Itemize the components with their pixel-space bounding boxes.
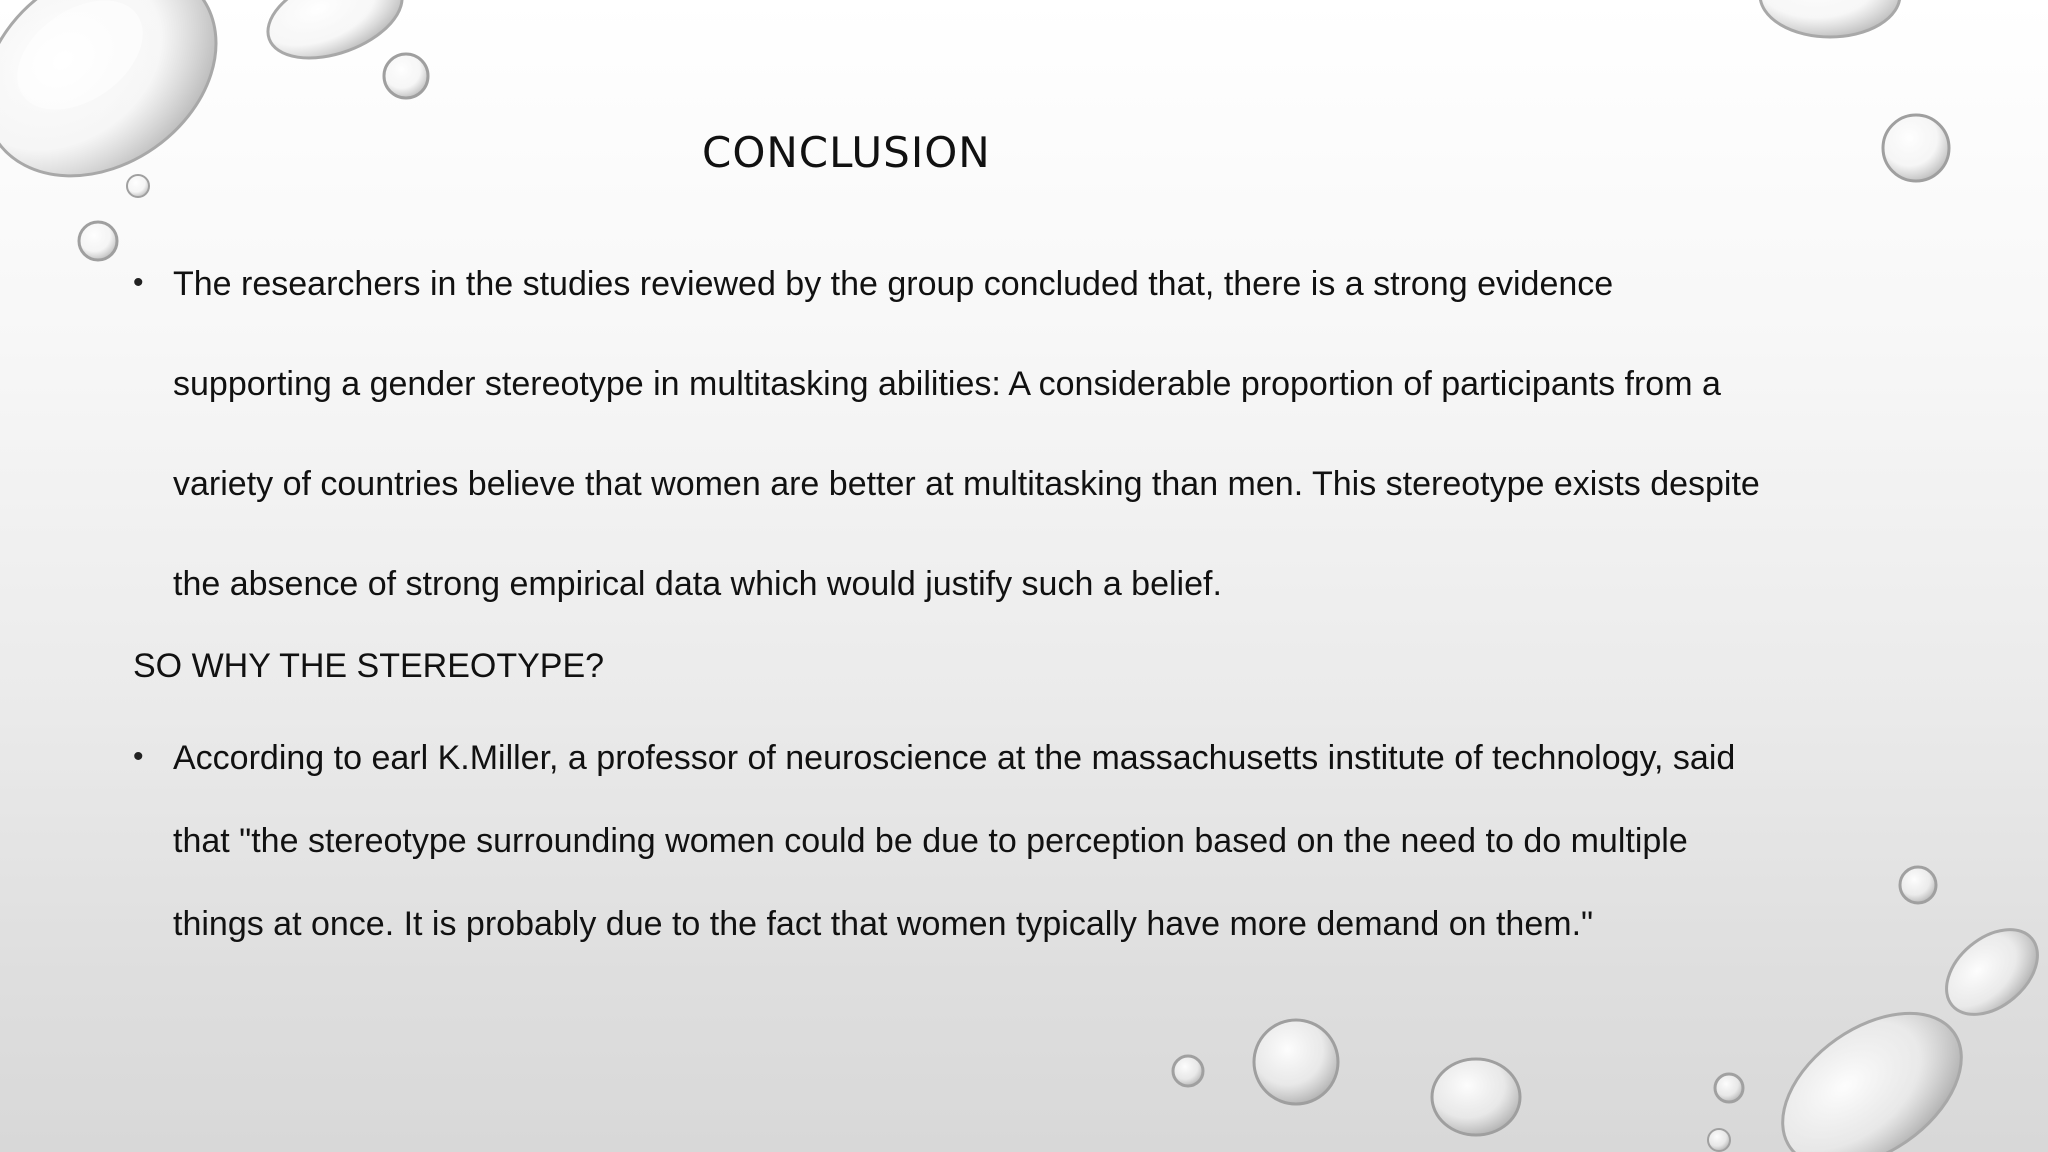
bullet-line: the absence of strong empirical data which would justify such a belief. bbox=[173, 565, 1222, 603]
bullet-line: things at once. It is probably due to the fact that women typically have more demand on them." bbox=[173, 905, 1594, 943]
slide-title: CONCLUSION bbox=[702, 128, 991, 177]
drop-top-left-medium bbox=[256, 0, 414, 75]
bullet-line: variety of countries believe that women are better at multitasking than men. This stereotype exists despite bbox=[173, 465, 1760, 503]
bullet-line: According to earl K.Miller, a professor of neuroscience at the massachusetts institute of technology, said bbox=[173, 739, 1736, 777]
bullet-line: supporting a gender stereotype in multitasking abilities: A considerable proportion of participants from a bbox=[173, 365, 1721, 403]
bullet-line: that "the stereotype surrounding women could be due to perception based on the need to do multiple bbox=[173, 822, 1688, 860]
bullet-line: The researchers in the studies reviewed by the group concluded that, there is a strong evidence bbox=[173, 265, 1614, 303]
drop-top-left-small bbox=[79, 54, 428, 260]
drop-right-small bbox=[1900, 867, 1936, 903]
bullet-point-icon: • bbox=[133, 266, 144, 299]
drop-top-left-large bbox=[0, 0, 257, 220]
section-heading: SO WHY THE STEREOTYPE? bbox=[133, 647, 605, 685]
drop-right-elongated bbox=[1930, 913, 2048, 1032]
drop-bottom-cluster bbox=[1173, 982, 1989, 1152]
bullet-point-icon: • bbox=[133, 740, 144, 773]
drop-top-right bbox=[1760, 0, 1949, 181]
